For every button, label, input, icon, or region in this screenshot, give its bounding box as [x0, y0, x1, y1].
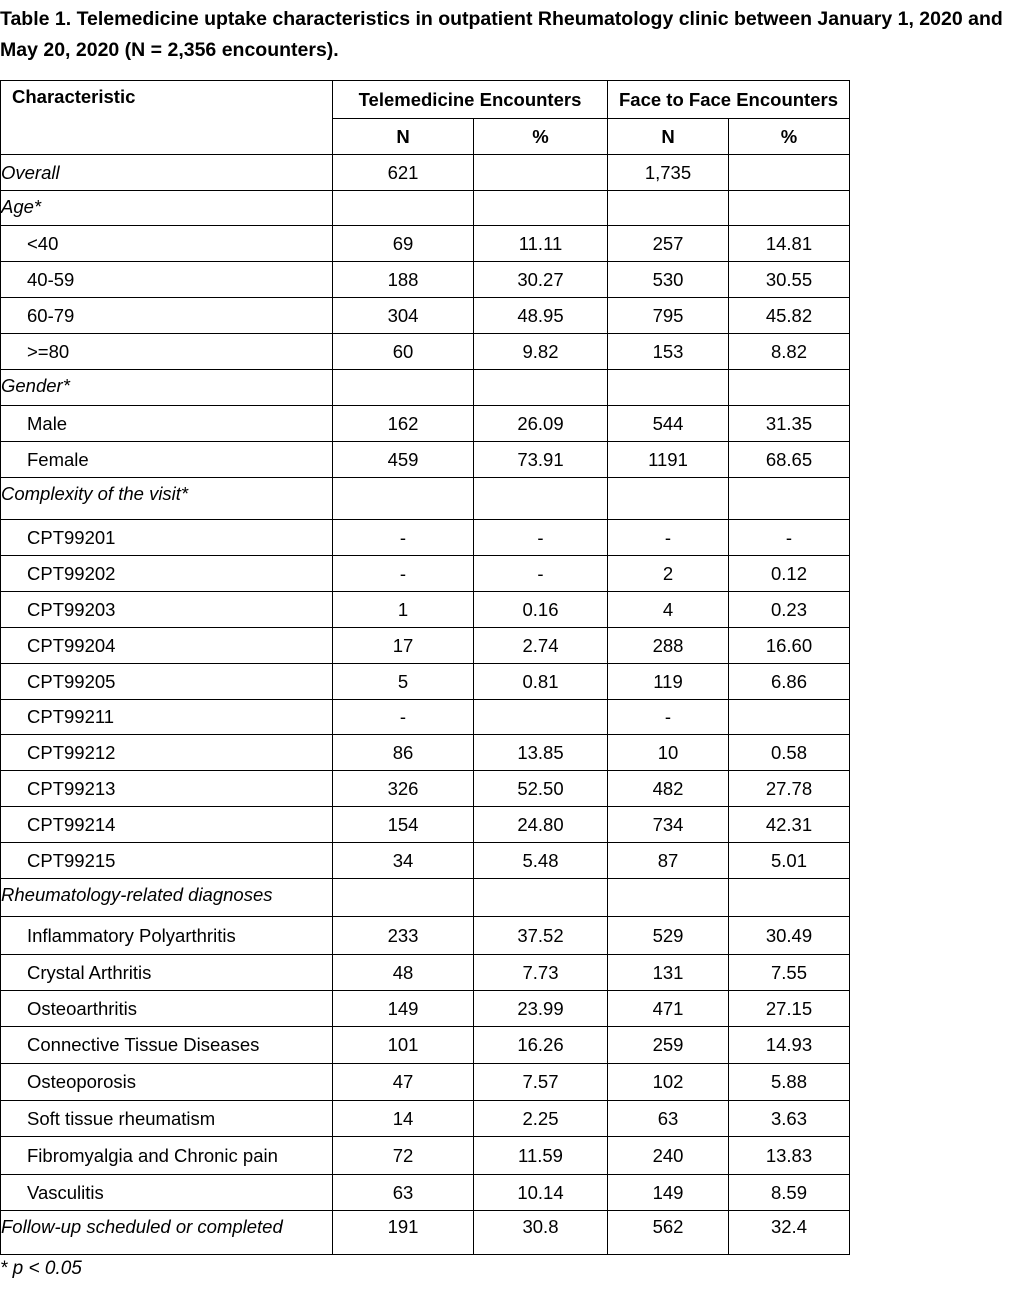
telemedicine-pct — [474, 700, 608, 735]
face-to-face-n: 795 — [608, 298, 729, 334]
telemedicine-pct: 11.59 — [474, 1137, 608, 1175]
table-row — [1, 628, 850, 664]
face-to-face-pct — [729, 191, 850, 226]
telemedicine-n: - — [333, 520, 474, 556]
face-to-face-n: 4 — [608, 592, 729, 628]
row-label: 40-59 — [1, 262, 333, 298]
telemedicine-n: 154 — [333, 807, 474, 843]
table-row — [1, 1027, 850, 1064]
face-to-face-n: 119 — [608, 664, 729, 700]
row-label: Crystal Arthritis — [1, 955, 333, 991]
telemedicine-n: 14 — [333, 1101, 474, 1137]
telemedicine-n: - — [333, 556, 474, 592]
table-row — [1, 879, 850, 917]
face-to-face-n: 10 — [608, 735, 729, 771]
table-row — [1, 592, 850, 628]
footnote: * p < 0.05 — [0, 1258, 82, 1279]
telemedicine-pct: 5.48 — [474, 843, 608, 879]
table-row — [1, 370, 850, 406]
face-to-face-pct: 5.88 — [729, 1064, 850, 1101]
face-to-face-n: 257 — [608, 226, 729, 262]
row-label: CPT99201 — [1, 520, 333, 556]
telemedicine-pct: 13.85 — [474, 735, 608, 771]
telemedicine-pct: - — [474, 556, 608, 592]
telemedicine-n: 326 — [333, 771, 474, 807]
face-to-face-n: 131 — [608, 955, 729, 991]
face-to-face-n: 87 — [608, 843, 729, 879]
face-to-face-n: 562 — [608, 1211, 729, 1255]
face-to-face-pct: 0.58 — [729, 735, 850, 771]
face-to-face-n: 529 — [608, 917, 729, 955]
telemedicine-pct: 7.73 — [474, 955, 608, 991]
table-row — [1, 807, 850, 843]
telemedicine-pct: 30.8 — [474, 1211, 608, 1255]
table-row — [1, 262, 850, 298]
telemedicine-n: 459 — [333, 442, 474, 478]
telemedicine-pct: 16.26 — [474, 1027, 608, 1064]
telemedicine-pct: 7.57 — [474, 1064, 608, 1101]
telemedicine-n: 34 — [333, 843, 474, 879]
face-to-face-n — [608, 191, 729, 226]
row-label: Male — [1, 406, 333, 442]
telemedicine-n: 86 — [333, 735, 474, 771]
face-to-face-pct: 14.81 — [729, 226, 850, 262]
telemedicine-pct: 37.52 — [474, 917, 608, 955]
table-row — [1, 226, 850, 262]
table-row — [1, 406, 850, 442]
face-to-face-n: 530 — [608, 262, 729, 298]
row-label: CPT99203 — [1, 592, 333, 628]
face-to-face-pct: 27.78 — [729, 771, 850, 807]
telemedicine-pct: 0.81 — [474, 664, 608, 700]
telemedicine-n: 191 — [333, 1211, 474, 1255]
table-row — [1, 1211, 850, 1255]
face-to-face-n: - — [608, 520, 729, 556]
face-to-face-n: 149 — [608, 1175, 729, 1211]
face-to-face-n: 482 — [608, 771, 729, 807]
row-label: Inflammatory Polyarthritis — [1, 917, 333, 955]
table-row — [1, 917, 850, 955]
telemedicine-pct: 11.11 — [474, 226, 608, 262]
face-to-face-pct — [729, 478, 850, 520]
telemedicine-pct: 9.82 — [474, 334, 608, 370]
row-label: CPT99202 — [1, 556, 333, 592]
face-to-face-n — [608, 478, 729, 520]
face-to-face-n — [608, 879, 729, 917]
table-row — [1, 334, 850, 370]
telemedicine-pct — [474, 478, 608, 520]
row-label: >=80 — [1, 334, 333, 370]
face-to-face-pct: 16.60 — [729, 628, 850, 664]
face-to-face-pct: 8.59 — [729, 1175, 850, 1211]
face-to-face-pct — [729, 370, 850, 406]
face-to-face-header: Face to Face Encounters — [608, 81, 850, 119]
face-to-face-n: 63 — [608, 1101, 729, 1137]
face-to-face-pct: 5.01 — [729, 843, 850, 879]
face-to-face-pct: 45.82 — [729, 298, 850, 334]
telemedicine-n: 5 — [333, 664, 474, 700]
telemedicine-n — [333, 478, 474, 520]
face-to-face-n: 471 — [608, 991, 729, 1027]
table-row — [1, 478, 850, 520]
telemedicine-pct: 2.74 — [474, 628, 608, 664]
row-label: Age* — [1, 191, 333, 226]
telemedicine-n: 101 — [333, 1027, 474, 1064]
telemedicine-pct: 10.14 — [474, 1175, 608, 1211]
face-to-face-pct: 68.65 — [729, 442, 850, 478]
face-to-face-pct: 0.12 — [729, 556, 850, 592]
table-row — [1, 955, 850, 991]
table-row — [1, 1175, 850, 1211]
telemedicine-n: 1 — [333, 592, 474, 628]
row-label: CPT99205 — [1, 664, 333, 700]
face-to-face-pct: 0.23 — [729, 592, 850, 628]
telemedicine-n — [333, 879, 474, 917]
table-row — [1, 191, 850, 226]
row-label: CPT99214 — [1, 807, 333, 843]
telemedicine-pct: 30.27 — [474, 262, 608, 298]
telemedicine-pct: 0.16 — [474, 592, 608, 628]
face-to-face-pct: 14.93 — [729, 1027, 850, 1064]
telemedicine-pct — [474, 879, 608, 917]
face-to-face-n: - — [608, 700, 729, 735]
row-label: Osteoarthritis — [1, 991, 333, 1027]
face-to-face-pct: - — [729, 520, 850, 556]
face-to-face-n: 1,735 — [608, 155, 729, 191]
telemedicine-pct: - — [474, 520, 608, 556]
face-to-face-n: 153 — [608, 334, 729, 370]
face-to-face-pct: 6.86 — [729, 664, 850, 700]
row-label: Vasculitis — [1, 1175, 333, 1211]
telemedicine-n: 72 — [333, 1137, 474, 1175]
face-to-face-n: 544 — [608, 406, 729, 442]
telemedicine-n: 304 — [333, 298, 474, 334]
table-row — [1, 298, 850, 334]
table-row — [1, 771, 850, 807]
face-to-face-n: 259 — [608, 1027, 729, 1064]
telemedicine-pct — [474, 370, 608, 406]
table-row — [1, 991, 850, 1027]
telemedicine-n: 63 — [333, 1175, 474, 1211]
telemedicine-n: 47 — [333, 1064, 474, 1101]
characteristic-header: Characteristic — [1, 81, 333, 155]
table-row — [1, 556, 850, 592]
table-row — [1, 664, 850, 700]
table-row — [1, 442, 850, 478]
face-to-face-pct-header: % — [729, 119, 850, 155]
telemedicine-pct: 2.25 — [474, 1101, 608, 1137]
telemedicine-pct: 24.80 — [474, 807, 608, 843]
face-to-face-pct: 30.55 — [729, 262, 850, 298]
row-label: CPT99212 — [1, 735, 333, 771]
row-label: Osteoporosis — [1, 1064, 333, 1101]
face-to-face-pct: 3.63 — [729, 1101, 850, 1137]
table-row — [1, 1137, 850, 1175]
face-to-face-n: 1191 — [608, 442, 729, 478]
row-label: Rheumatology-related diagnoses — [1, 879, 333, 917]
telemedicine-n: 621 — [333, 155, 474, 191]
face-to-face-pct: 13.83 — [729, 1137, 850, 1175]
face-to-face-n: 102 — [608, 1064, 729, 1101]
telemedicine-pct: 73.91 — [474, 442, 608, 478]
row-label: Complexity of the visit* — [1, 478, 333, 520]
telemedicine-n: 188 — [333, 262, 474, 298]
table-title: Table 1. Telemedicine uptake characteristics in outpatient Rheumatology clinic between January 1, 2020 and May 20, 2020 (N = 2,356 encounters). — [0, 8, 1003, 61]
face-to-face-n-header: N — [608, 119, 729, 155]
telemedicine-n: 233 — [333, 917, 474, 955]
face-to-face-n: 288 — [608, 628, 729, 664]
telemedicine-n: 69 — [333, 226, 474, 262]
row-label: Soft tissue rheumatism — [1, 1101, 333, 1137]
face-to-face-pct — [729, 155, 850, 191]
row-label: Female — [1, 442, 333, 478]
telemedicine-n: 17 — [333, 628, 474, 664]
telemedicine-n — [333, 191, 474, 226]
face-to-face-pct: 42.31 — [729, 807, 850, 843]
face-to-face-n: 734 — [608, 807, 729, 843]
table-row — [1, 843, 850, 879]
face-to-face-pct: 32.4 — [729, 1211, 850, 1255]
telemedicine-header: Telemedicine Encounters — [333, 81, 608, 119]
face-to-face-pct: 7.55 — [729, 955, 850, 991]
table-row — [1, 700, 850, 735]
telemedicine-pct — [474, 155, 608, 191]
row-label: CPT99213 — [1, 771, 333, 807]
telemedicine-n: - — [333, 700, 474, 735]
table-row — [1, 1064, 850, 1101]
table-row — [1, 735, 850, 771]
row-label: Fibromyalgia and Chronic pain — [1, 1137, 333, 1175]
table-row — [1, 1101, 850, 1137]
face-to-face-n — [608, 370, 729, 406]
telemedicine-pct: 52.50 — [474, 771, 608, 807]
telemedicine-n: 48 — [333, 955, 474, 991]
row-label: CPT99211 — [1, 700, 333, 735]
row-label: Follow-up scheduled or completed — [1, 1211, 333, 1255]
row-label: 60-79 — [1, 298, 333, 334]
face-to-face-n: 2 — [608, 556, 729, 592]
face-to-face-n: 240 — [608, 1137, 729, 1175]
telemedicine-pct: 48.95 — [474, 298, 608, 334]
telemedicine-n-header: N — [333, 119, 474, 155]
row-label: <40 — [1, 226, 333, 262]
telemedicine-pct: 23.99 — [474, 991, 608, 1027]
row-label: Gender* — [1, 370, 333, 406]
characteristics-table — [0, 80, 850, 1255]
face-to-face-pct — [729, 879, 850, 917]
face-to-face-pct: 30.49 — [729, 917, 850, 955]
row-label: Overall — [1, 155, 333, 191]
telemedicine-pct-header: % — [474, 119, 608, 155]
table-row — [1, 520, 850, 556]
telemedicine-n — [333, 370, 474, 406]
telemedicine-pct: 26.09 — [474, 406, 608, 442]
telemedicine-pct — [474, 191, 608, 226]
face-to-face-pct: 8.82 — [729, 334, 850, 370]
table-row — [1, 155, 850, 191]
row-label: CPT99204 — [1, 628, 333, 664]
telemedicine-n: 149 — [333, 991, 474, 1027]
row-label: CPT99215 — [1, 843, 333, 879]
face-to-face-pct — [729, 700, 850, 735]
face-to-face-pct: 31.35 — [729, 406, 850, 442]
header-row — [1, 81, 850, 119]
face-to-face-pct: 27.15 — [729, 991, 850, 1027]
row-label: Connective Tissue Diseases — [1, 1027, 333, 1064]
telemedicine-n: 162 — [333, 406, 474, 442]
telemedicine-n: 60 — [333, 334, 474, 370]
